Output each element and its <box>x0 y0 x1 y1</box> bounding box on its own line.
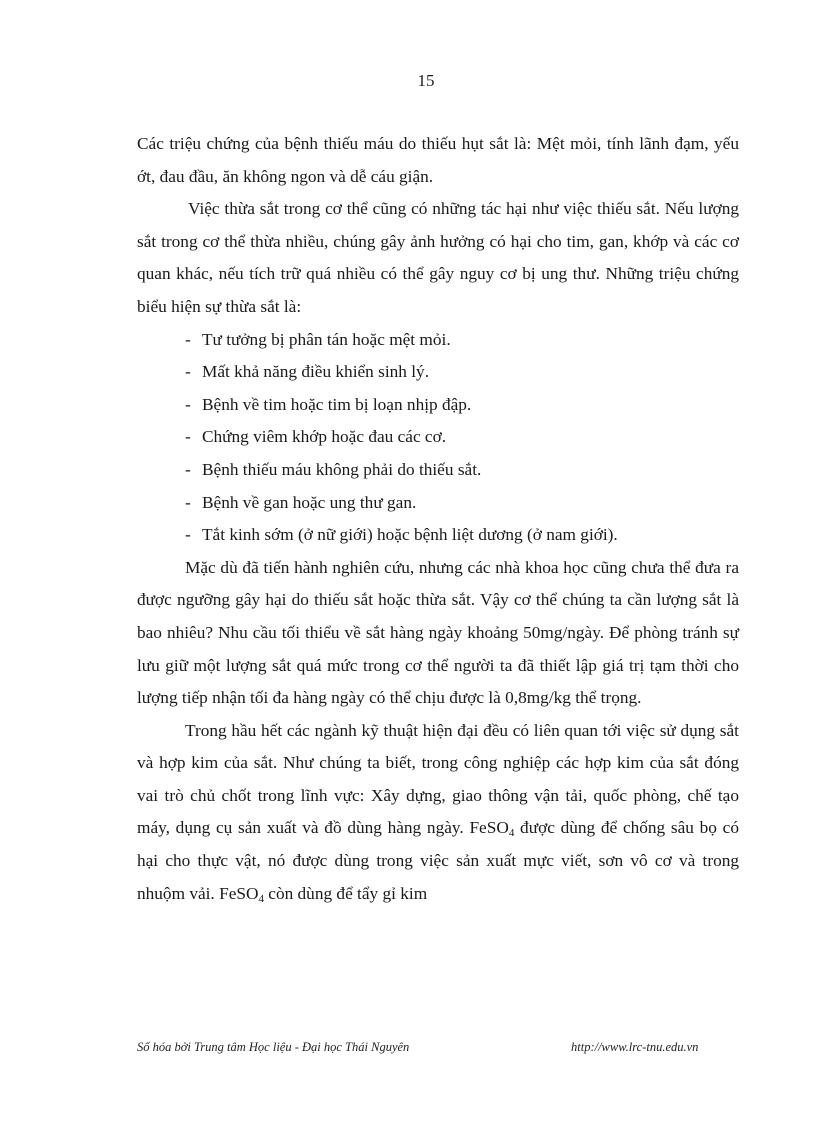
list-item: - Bệnh về tim hoặc tim bị loạn nhịp đập. <box>185 389 739 422</box>
footer-source-credit: Số hóa bởi Trung tâm Học liệu - Đại học Thái Nguyên <box>137 1040 410 1054</box>
dash-bullet: - <box>185 525 191 545</box>
dash-bullet: - <box>185 427 191 447</box>
paragraph-anemia-symptoms: Các triệu chứng của bệnh thiếu máu do thiếu hụt sắt là: Mệt mỏi, tính lãnh đạm, yếu ớt, đau đầu, ăn không ngon và dễ cáu giận. <box>137 134 739 186</box>
symptom-list <box>137 324 739 552</box>
list-item: - Bệnh thiếu máu không phải do thiếu sắt. <box>185 454 739 487</box>
list-item: - Tắt kinh sớm (ở nữ giới) hoặc bệnh liệt dương (ở nam giới). <box>185 519 739 552</box>
dash-bullet: - <box>185 329 191 349</box>
dash-bullet: - <box>185 492 191 512</box>
dash-bullet: - <box>185 394 191 414</box>
dash-bullet: - <box>185 362 191 382</box>
list-item: - Tư tưởng bị phân tán hoặc mệt mỏi. <box>185 324 739 357</box>
paragraph-iron-excess: Việc thừa sắt trong cơ thể cũng có những tác hại như việc thiếu sắt. Nếu lượng sắt trong cơ thể thừa nhiều, chúng gây ảnh hưởng có hại cho tim, gan, khớp và các cơ quan khác, nếu tích trữ quá nhiều có thể gây nguy cơ bị ung thư. Những triệu chứng biểu hiện sự thừa sắt là: <box>137 199 739 316</box>
list-item: - Chứng viêm khớp hoặc đau các cơ. <box>185 421 739 454</box>
paragraph-iron-applications: Trong hầu hết các ngành kỹ thuật hiện đại đều có liên quan tới việc sử dụng sắt và hợp kim của sắt. Như chúng ta biết, trong công nghiệp các hợp kim của sắt đóng vai trò chủ chốt trong lĩnh vực: Xây dựng, giao thông vận tải, quốc phòng, chế tạo máy, dụng cụ sản xuất và đồ dùng hàng ngày. FeSO$_4$ được dùng để chống sâu bọ có hại cho thực vật, nó được dùng trong việc sản xuất mực viết, sơn vô cơ và trong nhuộm vải. FeSO$_4$ còn dùng để tẩy gỉ kim <box>137 720 739 905</box>
list-item: - Mất khả năng điều khiển sinh lý. <box>185 356 739 389</box>
list-item: - Bệnh về gan hoặc ung thư gan. <box>185 487 739 520</box>
footer-url: http://www.lrc-tnu.edu.vn <box>571 1040 699 1054</box>
page-number: 15 <box>417 71 435 90</box>
dash-bullet: - <box>185 459 191 479</box>
paragraph-iron-threshold: Mặc dù đã tiến hành nghiên cứu, nhưng các nhà khoa học cũng chưa thể đưa ra được ngưỡng gây hại do thiếu sắt hoặc thừa sắt. Vậy cơ thể chúng ta cần lượng sắt là bao nhiêu? Nhu cầu tối thiểu về sắt hàng ngày khoảng 50mg/ngày. Để phòng tránh sự lưu giữ một lượng sắt quá mức trong cơ thể người ta đã thiết lập giá trị tạm thời cho lượng tiếp nhận tối đa hàng ngày có thể chịu được là 0,8mg/kg thể trọng. <box>137 557 739 708</box>
page-body <box>137 128 739 910</box>
